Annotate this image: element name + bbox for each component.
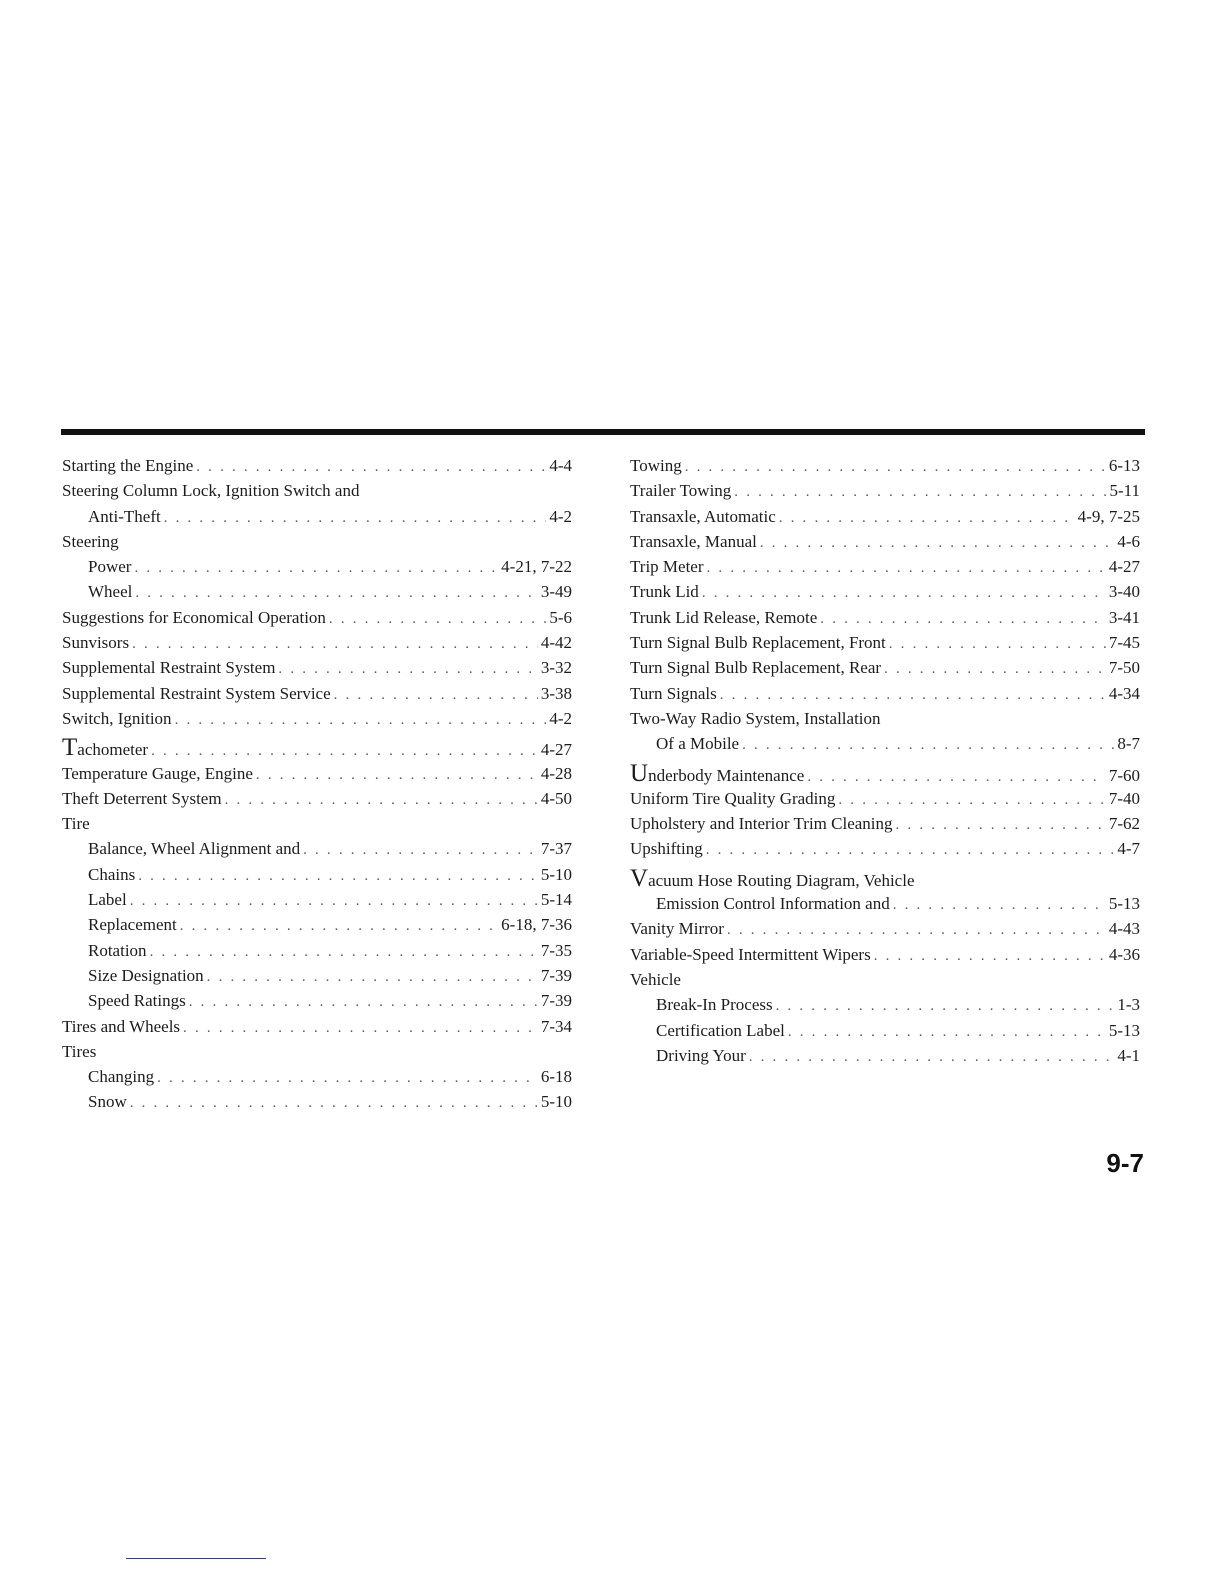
index-entry xyxy=(62,1039,572,1064)
index-entry xyxy=(630,992,1140,1017)
dot-leader xyxy=(742,733,1114,758)
entry-page-ref: 6-13 xyxy=(1108,456,1140,475)
entry-term: Replacement xyxy=(88,915,177,935)
index-entry xyxy=(62,912,572,937)
index-entry xyxy=(62,554,572,579)
dot-leader xyxy=(807,765,1106,790)
entry-term: Variable-Speed Intermittent Wipers xyxy=(630,944,871,964)
index-entry xyxy=(62,988,572,1013)
entry-term: Rotation xyxy=(88,940,147,960)
index-entry xyxy=(62,453,572,478)
index-entry xyxy=(630,453,1140,478)
dot-leader xyxy=(130,1091,538,1116)
dot-leader xyxy=(278,657,537,682)
index-entry xyxy=(62,605,572,630)
dot-leader xyxy=(256,763,538,788)
entry-page-ref: 4-2 xyxy=(549,708,572,728)
entry-page-ref: 4-36 xyxy=(1108,944,1140,964)
entry-page-ref: 7-62 xyxy=(1108,814,1140,834)
entry-page-ref: 4-4 xyxy=(549,456,572,475)
index-entry xyxy=(630,916,1140,941)
entry-term: Trunk Lid Release, Remote xyxy=(630,607,818,627)
entry-page-ref: 4-1 xyxy=(1117,1045,1140,1065)
index-entry xyxy=(630,731,1140,756)
entry-page-ref: 5-13 xyxy=(1108,894,1140,914)
entry-term: Tires xyxy=(62,1041,97,1061)
dot-leader xyxy=(734,480,1106,505)
entry-term: Turn Signals xyxy=(630,683,717,703)
entry-page-ref: 8-7 xyxy=(1117,734,1140,754)
entry-page-ref: 4-2 xyxy=(549,506,572,526)
index-entry xyxy=(630,605,1140,630)
entry-term: Trunk Lid xyxy=(630,582,699,602)
entry-page-ref: 4-43 xyxy=(1108,919,1140,939)
dot-leader xyxy=(196,455,546,480)
index-entry xyxy=(630,630,1140,655)
dot-leader xyxy=(130,889,538,914)
entry-page-ref: 4-21, 7-22 xyxy=(501,557,572,577)
entry-page-ref: 5-10 xyxy=(540,864,572,884)
entry-term: Transaxle, Automatic xyxy=(630,506,776,526)
index-entry xyxy=(62,504,572,529)
dot-leader xyxy=(134,556,498,581)
entry-page-ref: 1-3 xyxy=(1117,995,1140,1015)
entry-term: Steering xyxy=(62,531,119,551)
index-entry xyxy=(630,554,1140,579)
entry-term: Anti-Theft xyxy=(88,506,161,526)
index-entry xyxy=(630,706,1140,731)
index-entry xyxy=(62,630,572,655)
index-entry xyxy=(630,967,1140,992)
entry-page-ref: 3-32 xyxy=(540,658,572,678)
dot-leader xyxy=(175,708,547,733)
entry-term: Vacuum Hose Routing Diagram, Vehicle xyxy=(630,864,915,892)
entry-term: Trailer Towing xyxy=(630,481,732,501)
entry-term: Balance, Wheel Alignment and xyxy=(88,839,301,859)
entry-page-ref: 7-50 xyxy=(1108,658,1140,678)
dot-leader xyxy=(776,994,1115,1019)
entry-page-ref: 4-27 xyxy=(1108,557,1140,577)
dot-leader xyxy=(707,556,1106,581)
index-entry xyxy=(630,866,1140,891)
entry-term: Tires and Wheels xyxy=(62,1016,181,1036)
entry-page-ref: 4-7 xyxy=(1117,839,1140,859)
entry-page-ref: 5-10 xyxy=(540,1092,572,1112)
entry-page-ref: 3-38 xyxy=(540,683,572,703)
entry-term: Starting the Engine xyxy=(62,456,194,475)
index-entry xyxy=(62,681,572,706)
entry-term: Power xyxy=(88,557,132,577)
index-entry xyxy=(62,887,572,912)
entry-page-ref: 5-14 xyxy=(540,890,572,910)
entry-term: Of a Mobile xyxy=(656,734,740,754)
dot-leader xyxy=(874,944,1106,969)
entry-term: Temperature Gauge, Engine xyxy=(62,763,253,783)
entry-term: Supplemental Restraint System Service xyxy=(62,683,331,703)
dot-leader xyxy=(760,531,1114,556)
entry-term: Chains xyxy=(88,864,136,884)
entry-page-ref: 7-60 xyxy=(1108,765,1140,785)
index-entry xyxy=(630,1018,1140,1043)
entry-term: Snow xyxy=(88,1092,127,1112)
index-entry xyxy=(62,1089,572,1114)
entry-term: Turn Signal Bulb Replacement, Front xyxy=(630,633,886,653)
index-entry xyxy=(630,811,1140,836)
index-entry xyxy=(62,706,572,731)
entry-term: Underbody Maintenance xyxy=(630,759,805,787)
entry-term: Transaxle, Manual xyxy=(630,531,757,551)
entry-page-ref: 6-18, 7-36 xyxy=(501,915,572,935)
index-entry xyxy=(630,655,1140,680)
dot-leader xyxy=(164,506,547,531)
entry-term: Upholstery and Interior Trim Cleaning xyxy=(630,814,893,834)
index-entry xyxy=(62,761,572,786)
entry-term: Turn Signal Bulb Replacement, Rear xyxy=(630,658,882,678)
index-entry xyxy=(62,963,572,988)
entry-page-ref: 5-11 xyxy=(1109,481,1140,501)
dot-leader xyxy=(150,940,538,965)
entry-term: Upshifting xyxy=(630,839,703,859)
entry-term: Suggestions for Economical Operation xyxy=(62,607,326,627)
entry-page-ref: 5-13 xyxy=(1108,1020,1140,1040)
entry-page-ref: 4-34 xyxy=(1108,683,1140,703)
dot-leader xyxy=(334,683,538,708)
entry-term: Switch, Ignition xyxy=(62,708,172,728)
entry-page-ref: 3-49 xyxy=(540,582,572,602)
entry-page-ref: 3-41 xyxy=(1108,607,1140,627)
dot-leader xyxy=(183,1016,538,1041)
index-entry xyxy=(62,478,572,503)
index-entry xyxy=(630,529,1140,554)
entry-page-ref: 4-6 xyxy=(1117,531,1140,551)
dot-leader xyxy=(706,838,1115,863)
dot-leader xyxy=(157,1066,538,1091)
dot-leader xyxy=(189,990,538,1015)
entry-term: Vehicle xyxy=(630,969,681,989)
entry-term: Tire xyxy=(62,814,90,834)
entry-term: Speed Ratings xyxy=(88,991,186,1011)
index-entry xyxy=(62,735,572,760)
entry-page-ref: 4-28 xyxy=(540,763,572,783)
dot-leader xyxy=(779,506,1075,531)
entry-page-ref: 4-27 xyxy=(540,740,572,760)
dot-leader xyxy=(329,607,546,632)
entry-term: Two-Way Radio System, Installation xyxy=(630,708,881,728)
entry-page-ref: 6-18 xyxy=(540,1067,572,1087)
entry-page-ref: 4-50 xyxy=(540,788,572,808)
entry-term: Certification Label xyxy=(656,1020,785,1040)
entry-term: Steering Column Lock, Ignition Switch and xyxy=(62,481,360,501)
entry-term: Supplemental Restraint System xyxy=(62,658,276,678)
index-entry xyxy=(630,681,1140,706)
entry-page-ref: 7-34 xyxy=(540,1016,572,1036)
entry-term: Sunvisors xyxy=(62,633,130,653)
header-rule xyxy=(61,429,1145,435)
entry-page-ref: 3-40 xyxy=(1108,582,1140,602)
entry-term: Break-In Process xyxy=(656,995,773,1015)
entry-page-ref: 7-37 xyxy=(540,839,572,859)
index-entry xyxy=(630,891,1140,916)
dot-leader xyxy=(896,813,1106,838)
dot-leader xyxy=(727,918,1106,943)
index-entry xyxy=(62,529,572,554)
entry-term: Driving Your xyxy=(656,1045,746,1065)
dot-leader xyxy=(225,788,538,813)
entry-term: Changing xyxy=(88,1067,155,1087)
index-column-left xyxy=(62,453,572,1115)
index-entry xyxy=(630,1043,1140,1068)
index-entry xyxy=(62,862,572,887)
entry-term: Uniform Tire Quality Grading xyxy=(630,788,836,808)
dot-leader xyxy=(138,864,538,889)
entry-term: Tachometer xyxy=(62,734,149,762)
index-entry xyxy=(62,655,572,680)
entry-term: Size Designation xyxy=(88,965,204,985)
dot-leader xyxy=(893,893,1106,918)
entry-term: Trip Meter xyxy=(630,557,704,577)
index-column-right xyxy=(630,453,1140,1068)
index-entry xyxy=(62,1014,572,1039)
index-entry xyxy=(630,579,1140,604)
index-entry xyxy=(62,811,572,836)
dot-leader xyxy=(685,455,1106,480)
page-number: 9-7 xyxy=(1106,1148,1144,1178)
dot-leader xyxy=(820,607,1106,632)
dot-leader xyxy=(702,581,1106,606)
dot-leader xyxy=(303,838,538,863)
dot-leader xyxy=(180,914,498,939)
entry-term: Vanity Mirror xyxy=(630,919,724,939)
index-entry xyxy=(630,504,1140,529)
index-entry xyxy=(62,579,572,604)
dot-leader xyxy=(135,581,537,606)
index-entry xyxy=(630,761,1140,786)
entry-term: Emission Control Information and xyxy=(656,894,890,914)
footer-rule xyxy=(126,1558,266,1559)
index-entry xyxy=(630,478,1140,503)
entry-term: Label xyxy=(88,890,127,910)
dot-leader xyxy=(788,1020,1106,1045)
entry-term: Wheel xyxy=(88,582,133,602)
index-entry xyxy=(62,1064,572,1089)
entry-page-ref: 4-42 xyxy=(540,633,572,653)
entry-page-ref: 5-6 xyxy=(549,607,572,627)
dot-leader xyxy=(207,965,538,990)
index-entry xyxy=(630,942,1140,967)
index-entry xyxy=(62,786,572,811)
dot-leader xyxy=(749,1045,1115,1070)
index-entry xyxy=(630,786,1140,811)
dot-leader xyxy=(720,683,1106,708)
index-entry xyxy=(62,938,572,963)
index-entry xyxy=(62,836,572,861)
entry-page-ref: 7-40 xyxy=(1108,788,1140,808)
index-entry xyxy=(630,836,1140,861)
entry-term: Theft Deterrent System xyxy=(62,788,222,808)
entry-page-ref: 7-35 xyxy=(540,940,572,960)
dot-leader xyxy=(132,632,538,657)
entry-page-ref: 7-39 xyxy=(540,991,572,1011)
dot-leader xyxy=(884,657,1106,682)
dot-leader xyxy=(838,788,1105,813)
entry-page-ref: 7-45 xyxy=(1108,633,1140,653)
entry-page-ref: 4-9, 7-25 xyxy=(1077,506,1140,526)
entry-term: Towing xyxy=(630,456,682,475)
entry-page-ref: 7-39 xyxy=(540,965,572,985)
dot-leader xyxy=(889,632,1106,657)
